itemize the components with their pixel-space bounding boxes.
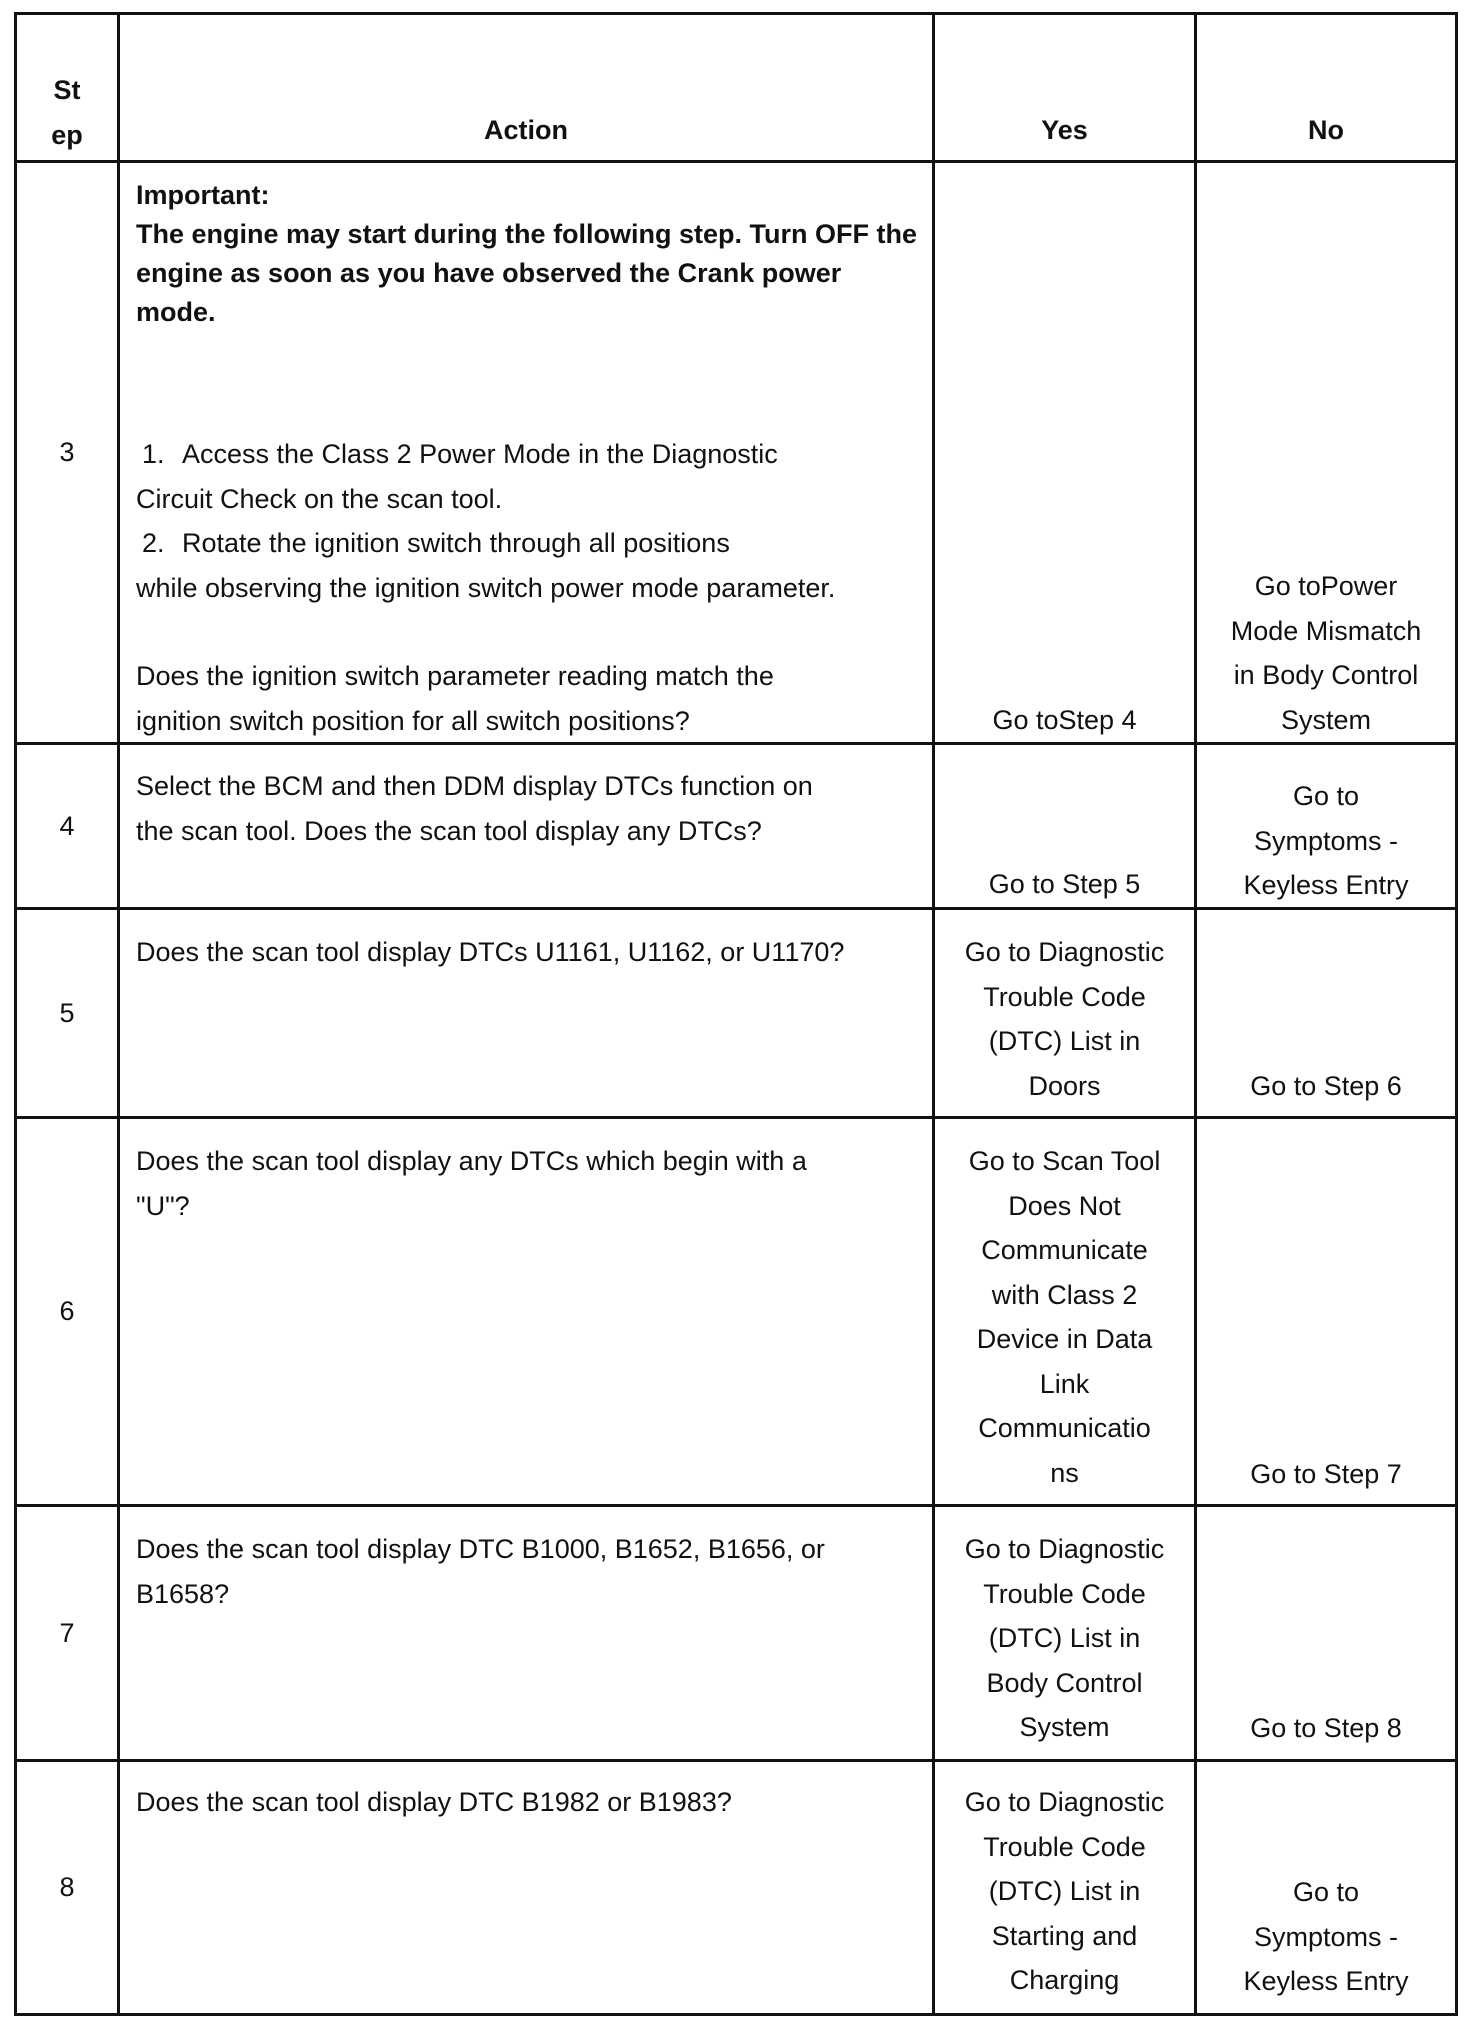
header-divider	[14, 160, 1458, 163]
list-item-continuation: while observing the ignition switch power mode parameter.	[136, 572, 836, 603]
yes-step-3: Go toStep 4	[992, 705, 1137, 735]
row-divider	[14, 1504, 1458, 1507]
list-item-continuation: Circuit Check on the scan tool.	[136, 483, 503, 514]
step-number-5: 5	[59, 997, 75, 1028]
no-step-8: Go to Symptoms - Keyless Entry	[1243, 1877, 1409, 1996]
list-item: 1. Access the Class 2 Power Mode in the Diagnostic	[142, 439, 778, 469]
table-border-right	[1455, 12, 1458, 2016]
important-text: The engine may start during the following step. Turn OFF the engine as soon as you have observed the Crank power mode.	[136, 219, 918, 327]
question-step-3: Does the ignition switch parameter reading match the ignition switch position for all switch positions?	[136, 661, 774, 736]
yes-step-7: Go to Diagnostic Trouble Code (DTC) List in Body Control System	[964, 1534, 1165, 1742]
action-step-5: Does the scan tool display DTCs U1161, U1162, or U1170?	[136, 937, 845, 967]
diagnostic-table	[14, 12, 1458, 2016]
important-label: Important:	[136, 180, 270, 210]
no-step-6: Go to Step 7	[1250, 1459, 1402, 1489]
action-step-3-instructions	[136, 432, 926, 610]
list-item: 2. Rotate the ignition switch through all positions	[142, 528, 730, 558]
row-divider	[14, 1116, 1458, 1119]
row-divider	[14, 1759, 1458, 1762]
no-step-7: Go to Step 8	[1250, 1713, 1402, 1743]
action-step-4: Select the BCM and then DDM display DTCs function on the scan tool. Does the scan tool display any DTCs?	[136, 771, 813, 846]
action-step-6: Does the scan tool display any DTCs which begin with a "U"?	[136, 1146, 807, 1221]
step-number-8: 8	[59, 1872, 75, 1903]
header-no: No	[1308, 115, 1344, 145]
step-number-3: 3	[59, 437, 75, 468]
no-step-4: Go to Symptoms - Keyless Entry	[1243, 781, 1409, 900]
yes-step-8: Go to Diagnostic Trouble Code (DTC) List in Starting and Charging	[964, 1787, 1165, 1995]
no-step-5: Go to Step 6	[1250, 1071, 1402, 1101]
column-divider	[117, 12, 120, 2016]
table-border-bottom	[14, 2013, 1458, 2016]
header-action: Action	[484, 115, 568, 145]
step-number-6: 6	[59, 1296, 75, 1327]
step-number-4: 4	[59, 810, 75, 841]
no-step-3: Go toPower Mode Mismatch in Body Control System	[1230, 571, 1422, 735]
table-border-top	[14, 12, 1458, 15]
yes-step-4: Go to Step 5	[988, 869, 1141, 899]
action-step-7: Does the scan tool display DTC B1000, B1652, B1656, or B1658?	[136, 1534, 825, 1609]
action-step-3	[136, 176, 926, 332]
yes-step-5: Go to Diagnostic Trouble Code (DTC) List in Doors	[964, 937, 1165, 1101]
yes-step-6: Go to Scan Tool Does Not Communicate with Class 2 Device in Data Link Communicatio ns	[968, 1146, 1161, 1488]
step-number-7: 7	[59, 1617, 75, 1648]
header-yes: Yes	[1041, 115, 1088, 145]
action-step-8: Does the scan tool display DTC B1982 or B1983?	[136, 1787, 732, 1817]
header-step: St ep	[51, 75, 83, 150]
